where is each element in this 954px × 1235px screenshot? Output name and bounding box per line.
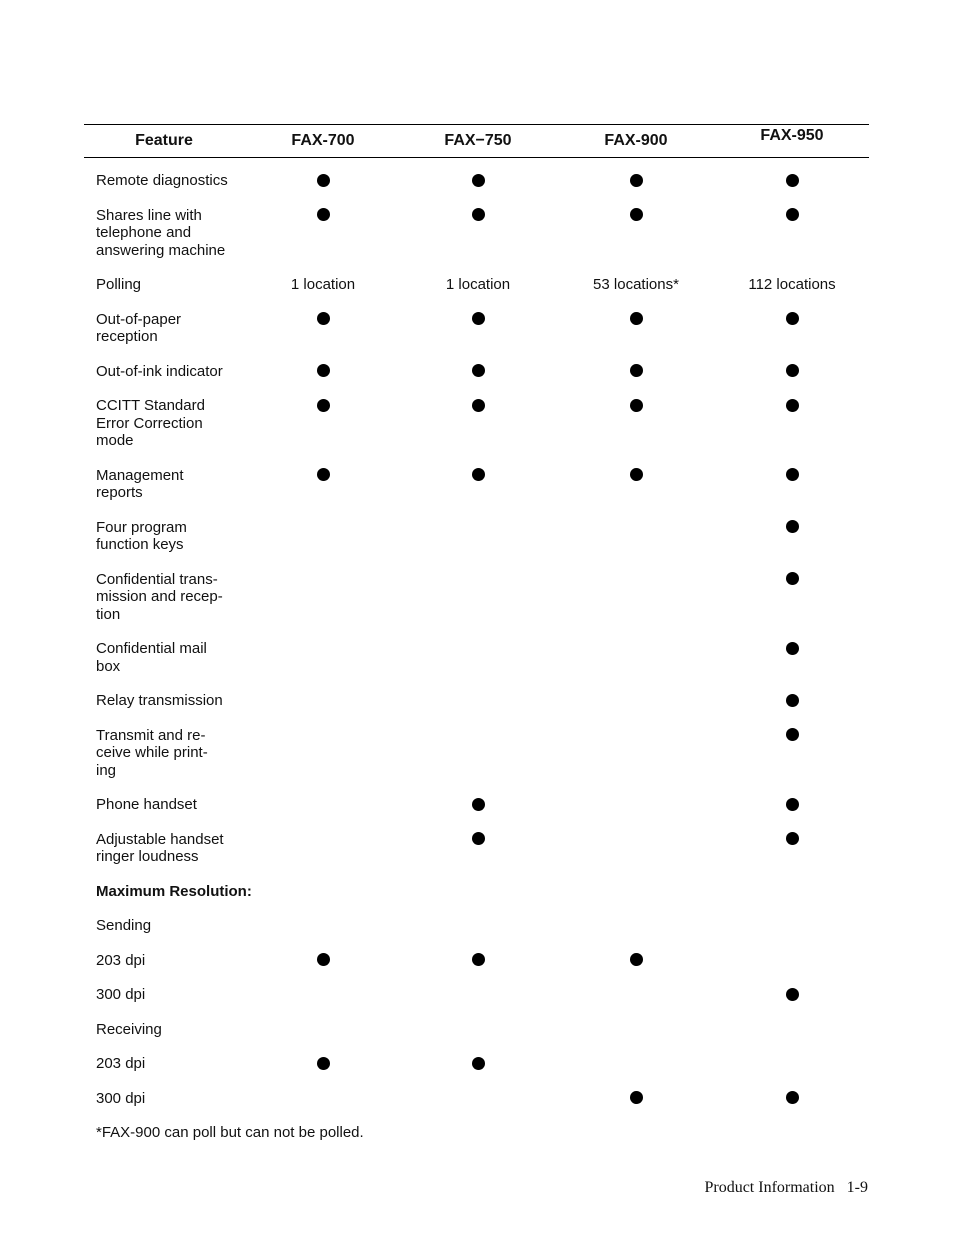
feature-dot-cell [737, 692, 847, 710]
feature-label: 300 dpi [96, 1089, 146, 1107]
page-footer [692, 1179, 868, 1197]
supported-dot-icon [317, 399, 330, 412]
supported-dot-icon [786, 694, 799, 707]
table-row [84, 207, 869, 260]
table-row [84, 1055, 869, 1073]
feature-label: Remote diagnostics [96, 172, 228, 189]
feature-dot-cell [737, 519, 847, 537]
supported-dot-icon [317, 312, 330, 325]
feature-dot-cell [737, 796, 847, 814]
feature-dot-cell [268, 467, 378, 485]
feature-dot-cell [581, 952, 691, 970]
supported-dot-icon [317, 208, 330, 221]
supported-dot-icon [786, 208, 799, 221]
feature-dot-cell [737, 207, 847, 225]
supported-dot-icon [472, 953, 485, 966]
feature-dot-cell [737, 727, 847, 745]
feature-value-cell: 53 locations* [593, 276, 679, 293]
feature-dot-cell [581, 311, 691, 329]
feature-label: Shares line with telephone and answering machine [96, 206, 226, 259]
feature-dot-cell [737, 1090, 847, 1108]
feature-label: 203 dpi [96, 951, 146, 969]
feature-dot-cell [268, 952, 378, 970]
feature-label: Out-of-paper reception [96, 310, 182, 345]
table-row [84, 276, 869, 294]
feature-dot-cell [581, 207, 691, 225]
feature-dot-cell [423, 207, 533, 225]
feature-label: Management reports [96, 466, 184, 501]
feature-value-cell: 1 location [290, 276, 356, 293]
supported-dot-icon [317, 174, 330, 187]
feature-dot-cell [737, 311, 847, 329]
feature-dot-cell [268, 207, 378, 225]
feature-label: Receiving [96, 1020, 162, 1038]
footer-section: Product Information [704, 1179, 835, 1196]
feature-label: Sending [96, 917, 152, 934]
header-fax-900: FAX-900 [604, 132, 668, 149]
table-row [84, 692, 869, 710]
feature-dot-cell [268, 1055, 378, 1073]
table-row [84, 952, 869, 970]
supported-dot-icon [630, 953, 643, 966]
feature-dot-cell [423, 1055, 533, 1073]
table-row [84, 1090, 869, 1108]
table-row [84, 311, 869, 346]
table-row [84, 796, 869, 814]
feature-value-cell: 112 locations [748, 276, 836, 293]
feature-dot-cell [737, 172, 847, 190]
feature-dot-cell [423, 311, 533, 329]
table-row [84, 727, 869, 780]
supported-dot-icon [630, 312, 643, 325]
supported-dot-icon [630, 468, 643, 481]
supported-dot-icon [630, 399, 643, 412]
feature-label: Polling [96, 276, 142, 293]
feature-dot-cell [581, 172, 691, 190]
feature-label: 203 dpi [96, 1055, 146, 1072]
feature-label: Four program function keys [96, 518, 187, 553]
supported-dot-icon [786, 1091, 799, 1104]
supported-dot-icon [786, 798, 799, 811]
feature-dot-cell [268, 397, 378, 415]
feature-dot-cell [423, 172, 533, 190]
feature-comparison-table [84, 124, 869, 1141]
feature-label: Confidential trans- mission and recep- tion [96, 570, 223, 623]
table-row [84, 172, 869, 190]
supported-dot-icon [786, 174, 799, 187]
table-row [84, 883, 869, 901]
supported-dot-icon [630, 208, 643, 221]
supported-dot-icon [317, 364, 330, 377]
feature-dot-cell [737, 467, 847, 485]
feature-label: Transmit and re- ceive while print- ing [96, 726, 208, 779]
feature-dot-cell [581, 1090, 691, 1108]
supported-dot-icon [630, 364, 643, 377]
feature-dot-cell [268, 172, 378, 190]
table-row [84, 363, 869, 381]
table-row [84, 640, 869, 675]
table-row [84, 1021, 869, 1039]
feature-dot-cell [737, 986, 847, 1004]
supported-dot-icon [786, 728, 799, 741]
supported-dot-icon [786, 364, 799, 377]
header-fax-950: FAX-950 [760, 127, 824, 144]
feature-dot-cell [737, 363, 847, 381]
feature-label: 300 dpi [96, 986, 146, 1003]
feature-label: Out-of-ink indicator [96, 362, 223, 380]
supported-dot-icon [786, 399, 799, 412]
feature-dot-cell [423, 363, 533, 381]
supported-dot-icon [630, 1091, 643, 1104]
feature-dot-cell [737, 571, 847, 589]
supported-dot-icon [786, 520, 799, 533]
supported-dot-icon [786, 988, 799, 1001]
supported-dot-icon [317, 1057, 330, 1070]
feature-dot-cell [581, 467, 691, 485]
supported-dot-icon [472, 174, 485, 187]
feature-dot-cell [268, 363, 378, 381]
feature-dot-cell [423, 397, 533, 415]
table-row [84, 519, 869, 554]
feature-dot-cell [423, 467, 533, 485]
table-row [84, 397, 869, 450]
feature-dot-cell [737, 397, 847, 415]
table-row [84, 571, 869, 624]
supported-dot-icon [472, 832, 485, 845]
feature-dot-cell [423, 952, 533, 970]
supported-dot-icon [630, 174, 643, 187]
feature-label: Phone handset [96, 796, 197, 813]
feature-dot-cell [581, 363, 691, 381]
feature-dot-cell [737, 831, 847, 849]
supported-dot-icon [786, 468, 799, 481]
feature-dot-cell [423, 796, 533, 814]
supported-dot-icon [472, 364, 485, 377]
feature-dot-cell [423, 831, 533, 849]
table-header-row [84, 125, 869, 157]
feature-label: Relay transmission [96, 692, 223, 709]
feature-dot-cell [581, 397, 691, 415]
header-fax-700: FAX-700 [291, 132, 355, 149]
header-feature: Feature [135, 132, 193, 149]
supported-dot-icon [472, 399, 485, 412]
feature-dot-cell [737, 640, 847, 658]
supported-dot-icon [472, 798, 485, 811]
table-footnote: *FAX-900 can poll but can not be polled. [96, 1124, 364, 1141]
footer-page-number: 1-9 [846, 1179, 868, 1196]
supported-dot-icon [317, 953, 330, 966]
feature-label: Adjustable handset ringer loudness [96, 830, 224, 865]
table-row [84, 831, 869, 866]
supported-dot-icon [472, 468, 485, 481]
supported-dot-icon [472, 208, 485, 221]
feature-value-cell: 1 location [445, 276, 511, 293]
supported-dot-icon [472, 312, 485, 325]
header-fax-750: FAX−750 [444, 132, 512, 149]
feature-label: Confidential mail box [96, 640, 207, 675]
table-row [84, 917, 869, 935]
supported-dot-icon [317, 468, 330, 481]
table-row [84, 467, 869, 502]
feature-dot-cell [268, 311, 378, 329]
table-body [84, 158, 869, 1107]
table-row [84, 986, 869, 1004]
supported-dot-icon [786, 572, 799, 585]
feature-label: Maximum Resolution: [96, 882, 252, 900]
supported-dot-icon [472, 1057, 485, 1070]
supported-dot-icon [786, 312, 799, 325]
feature-label: CCITT Standard Error Correction mode [96, 397, 205, 449]
supported-dot-icon [786, 642, 799, 655]
supported-dot-icon [786, 832, 799, 845]
